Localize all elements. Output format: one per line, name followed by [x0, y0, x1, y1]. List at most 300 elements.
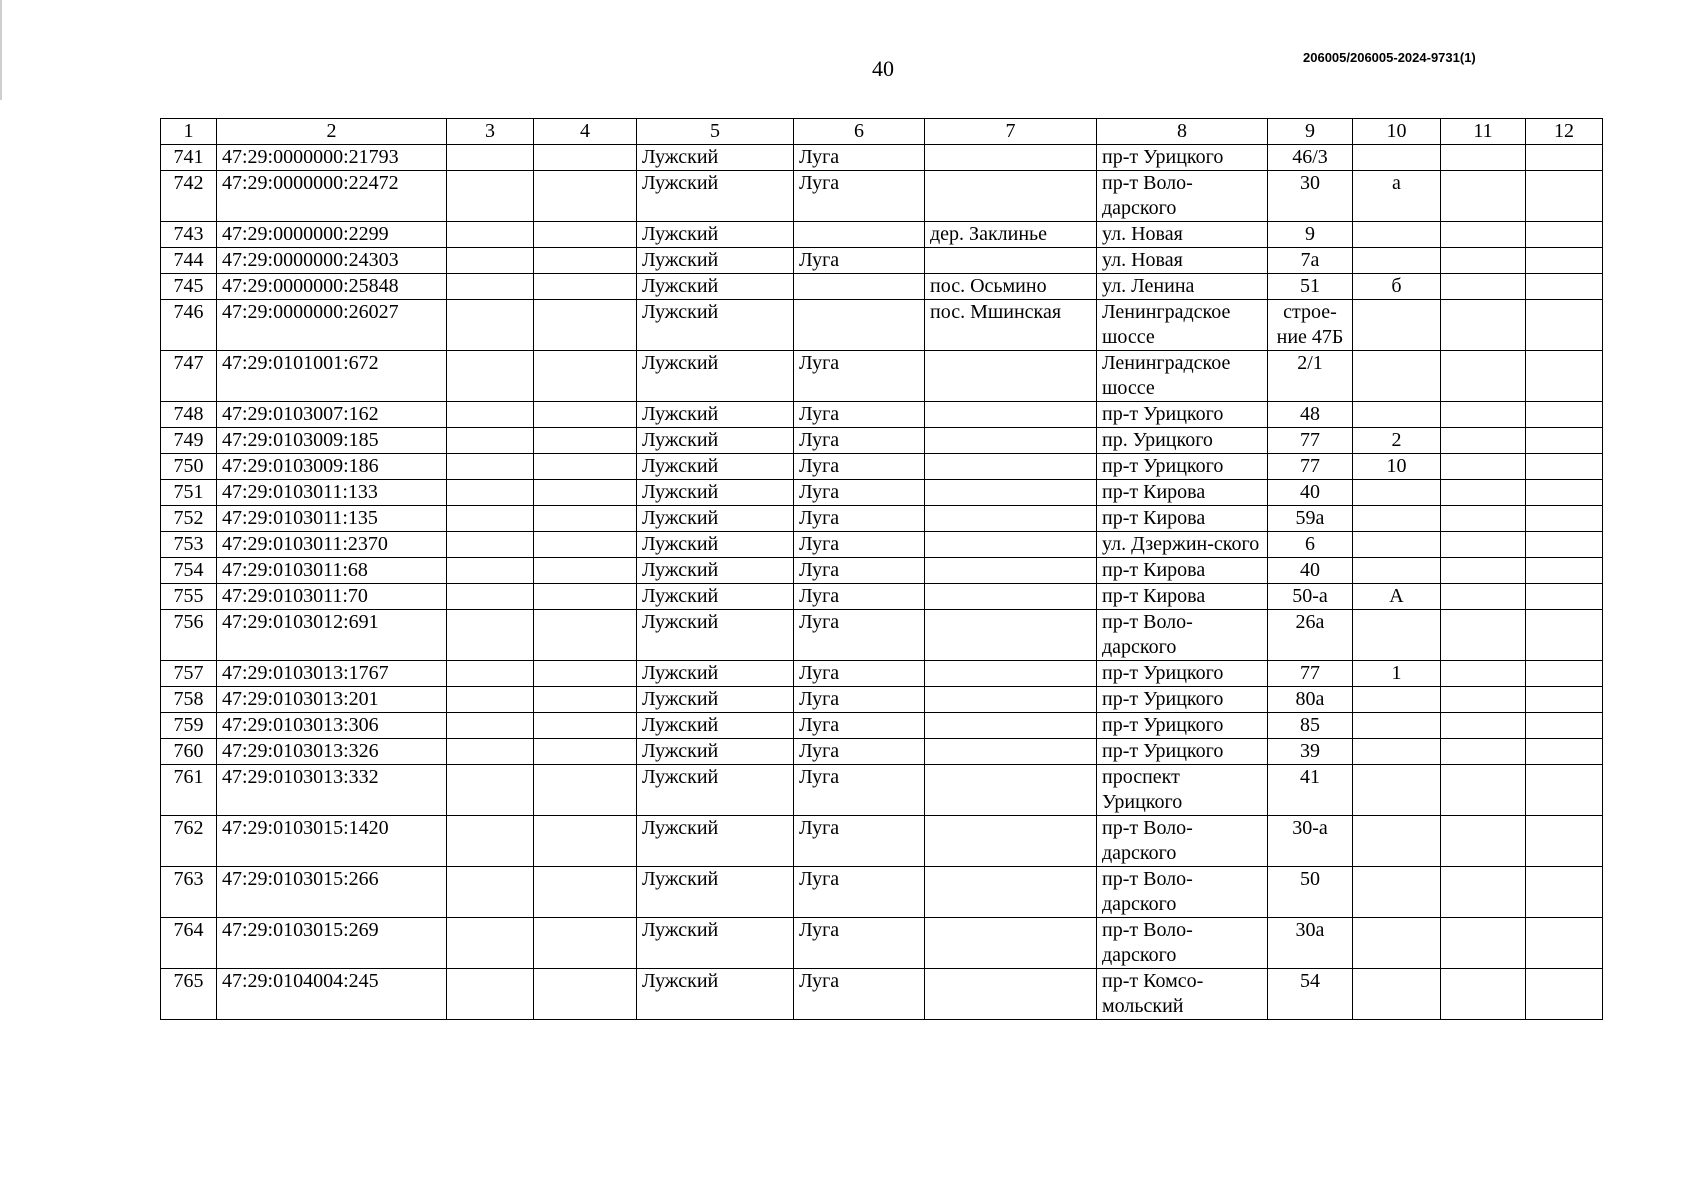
cell-col-3: [447, 222, 534, 248]
cell-col-5: Лужский: [637, 222, 794, 248]
cell-col-2: 47:29:0103009:185: [217, 428, 447, 454]
cell-col-9: 77: [1268, 454, 1353, 480]
cell-col-9: 40: [1268, 480, 1353, 506]
cell-col-2: 47:29:0101001:672: [217, 351, 447, 402]
cell-col-12: [1526, 351, 1603, 402]
cell-col-5: Лужский: [637, 739, 794, 765]
cell-col-4: [534, 248, 637, 274]
cell-col-11: [1441, 428, 1526, 454]
table-header: [161, 119, 1603, 145]
cell-col-10: [1353, 222, 1441, 248]
cell-col-10: [1353, 145, 1441, 171]
cell-col-1: 751: [161, 480, 217, 506]
cell-col-8: пр-т Урицкого: [1097, 713, 1268, 739]
table-row: [161, 480, 1603, 506]
cell-col-1: 747: [161, 351, 217, 402]
cell-col-7: [925, 506, 1097, 532]
cell-col-12: [1526, 532, 1603, 558]
cell-col-9: 77: [1268, 428, 1353, 454]
cell-col-3: [447, 145, 534, 171]
cell-col-4: [534, 558, 637, 584]
cell-col-10: [1353, 713, 1441, 739]
cell-col-2: 47:29:0103009:186: [217, 454, 447, 480]
cell-col-11: [1441, 739, 1526, 765]
cell-col-8: пр-т Урицкого: [1097, 661, 1268, 687]
cell-col-6: Луга: [794, 171, 925, 222]
cell-col-4: [534, 222, 637, 248]
cell-col-2: 47:29:0000000:26027: [217, 300, 447, 351]
cell-col-6: Луга: [794, 969, 925, 1020]
cell-col-7: [925, 969, 1097, 1020]
cell-col-10: [1353, 480, 1441, 506]
cell-col-3: [447, 739, 534, 765]
table-row: [161, 584, 1603, 610]
cell-col-2: 47:29:0000000:22472: [217, 171, 447, 222]
cell-col-7: [925, 402, 1097, 428]
cell-col-1: 758: [161, 687, 217, 713]
cell-col-8: Ленинградское шоссе: [1097, 300, 1268, 351]
cell-col-1: 764: [161, 918, 217, 969]
cell-col-7: [925, 532, 1097, 558]
cell-col-6: [794, 300, 925, 351]
table-row: [161, 765, 1603, 816]
cell-col-2: 47:29:0103007:162: [217, 402, 447, 428]
cell-col-8: пр-т Кирова: [1097, 558, 1268, 584]
cell-col-7: [925, 248, 1097, 274]
cell-col-7: [925, 171, 1097, 222]
cell-col-10: [1353, 969, 1441, 1020]
column-header-2: 2: [217, 119, 447, 145]
cell-col-11: [1441, 480, 1526, 506]
cell-col-12: [1526, 687, 1603, 713]
cell-col-11: [1441, 222, 1526, 248]
cell-col-9: 85: [1268, 713, 1353, 739]
table-row: [161, 969, 1603, 1020]
cell-col-9: 26а: [1268, 610, 1353, 661]
cell-col-12: [1526, 171, 1603, 222]
cell-col-3: [447, 918, 534, 969]
cell-col-11: [1441, 713, 1526, 739]
cell-col-9: 30а: [1268, 918, 1353, 969]
cell-col-7: [925, 454, 1097, 480]
cell-col-11: [1441, 402, 1526, 428]
cell-col-5: Лужский: [637, 532, 794, 558]
cell-col-12: [1526, 558, 1603, 584]
cell-col-6: Луга: [794, 765, 925, 816]
cell-col-11: [1441, 816, 1526, 867]
cell-col-8: пр-т Воло-дарского: [1097, 867, 1268, 918]
cell-col-3: [447, 713, 534, 739]
cell-col-3: [447, 610, 534, 661]
cell-col-3: [447, 867, 534, 918]
cell-col-1: 745: [161, 274, 217, 300]
cell-col-8: пр-т Урицкого: [1097, 739, 1268, 765]
cell-col-12: [1526, 661, 1603, 687]
cell-col-6: Луга: [794, 532, 925, 558]
cell-col-7: [925, 480, 1097, 506]
cell-col-8: пр-т Воло-дарского: [1097, 610, 1268, 661]
cell-col-1: 760: [161, 739, 217, 765]
cell-col-8: Ленинградское шоссе: [1097, 351, 1268, 402]
cell-col-11: [1441, 687, 1526, 713]
table-row: [161, 532, 1603, 558]
cell-col-6: Луга: [794, 558, 925, 584]
cell-col-1: 744: [161, 248, 217, 274]
cell-col-8: пр-т Урицкого: [1097, 145, 1268, 171]
cell-col-10: [1353, 248, 1441, 274]
cell-col-12: [1526, 918, 1603, 969]
cell-col-6: Луга: [794, 402, 925, 428]
cell-col-12: [1526, 222, 1603, 248]
cell-col-7: [925, 558, 1097, 584]
cell-col-6: Луга: [794, 713, 925, 739]
cell-col-4: [534, 480, 637, 506]
cell-col-12: [1526, 428, 1603, 454]
cell-col-11: [1441, 454, 1526, 480]
cell-col-1: 752: [161, 506, 217, 532]
cell-col-11: [1441, 969, 1526, 1020]
cell-col-8: пр-т Урицкого: [1097, 687, 1268, 713]
cell-col-5: Лужский: [637, 687, 794, 713]
cell-col-12: [1526, 274, 1603, 300]
cell-col-9: 7а: [1268, 248, 1353, 274]
table-row: [161, 610, 1603, 661]
cell-col-5: Лужский: [637, 558, 794, 584]
cell-col-8: пр-т Урицкого: [1097, 454, 1268, 480]
cell-col-5: Лужский: [637, 661, 794, 687]
cell-col-2: 47:29:0000000:24303: [217, 248, 447, 274]
cell-col-10: [1353, 351, 1441, 402]
cell-col-11: [1441, 661, 1526, 687]
scan-edge-mark: [0, 0, 2, 100]
cell-col-1: 741: [161, 145, 217, 171]
column-header-12: 12: [1526, 119, 1603, 145]
cell-col-9: 2/1: [1268, 351, 1353, 402]
cell-col-8: ул. Новая: [1097, 248, 1268, 274]
cell-col-8: пр-т Воло-дарского: [1097, 171, 1268, 222]
cell-col-12: [1526, 506, 1603, 532]
cell-col-12: [1526, 867, 1603, 918]
cell-col-10: А: [1353, 584, 1441, 610]
cell-col-2: 47:29:0103011:68: [217, 558, 447, 584]
table-row: [161, 918, 1603, 969]
table-row: [161, 454, 1603, 480]
cell-col-8: пр-т Воло-дарского: [1097, 918, 1268, 969]
document-code: 206005/206005-2024-9731(1): [1303, 50, 1476, 65]
cell-col-6: Луга: [794, 739, 925, 765]
cell-col-4: [534, 713, 637, 739]
cell-col-9: 30: [1268, 171, 1353, 222]
cell-col-5: Лужский: [637, 610, 794, 661]
table-row: [161, 171, 1603, 222]
table-body: [161, 145, 1603, 1020]
cell-col-10: а: [1353, 171, 1441, 222]
cell-col-2: 47:29:0103015:269: [217, 918, 447, 969]
table-row: [161, 300, 1603, 351]
cell-col-9: 46/3: [1268, 145, 1353, 171]
cell-col-12: [1526, 969, 1603, 1020]
cell-col-1: 743: [161, 222, 217, 248]
cell-col-3: [447, 300, 534, 351]
cell-col-3: [447, 402, 534, 428]
cell-col-5: Лужский: [637, 428, 794, 454]
cell-col-6: Луга: [794, 248, 925, 274]
cell-col-8: пр-т Кирова: [1097, 506, 1268, 532]
cell-col-2: 47:29:0000000:2299: [217, 222, 447, 248]
cell-col-5: Лужский: [637, 402, 794, 428]
registry-table: [160, 118, 1603, 1020]
cell-col-4: [534, 145, 637, 171]
cell-col-2: 47:29:0103013:1767: [217, 661, 447, 687]
cell-col-11: [1441, 610, 1526, 661]
cell-col-11: [1441, 918, 1526, 969]
cell-col-11: [1441, 558, 1526, 584]
cell-col-2: 47:29:0103013:332: [217, 765, 447, 816]
cell-col-3: [447, 765, 534, 816]
cell-col-3: [447, 532, 534, 558]
cell-col-9: 39: [1268, 739, 1353, 765]
cell-col-3: [447, 480, 534, 506]
cell-col-1: 761: [161, 765, 217, 816]
cell-col-10: б: [1353, 274, 1441, 300]
cell-col-9: 50: [1268, 867, 1353, 918]
cell-col-2: 47:29:0103011:135: [217, 506, 447, 532]
cell-col-1: 763: [161, 867, 217, 918]
table-row: [161, 222, 1603, 248]
cell-col-1: 749: [161, 428, 217, 454]
cell-col-3: [447, 506, 534, 532]
cell-col-7: [925, 145, 1097, 171]
cell-col-9: 80а: [1268, 687, 1353, 713]
cell-col-9: 9: [1268, 222, 1353, 248]
cell-col-2: 47:29:0103012:691: [217, 610, 447, 661]
cell-col-1: 762: [161, 816, 217, 867]
cell-col-2: 47:29:0000000:21793: [217, 145, 447, 171]
cell-col-3: [447, 584, 534, 610]
column-header-7: 7: [925, 119, 1097, 145]
table-row: [161, 713, 1603, 739]
cell-col-2: 47:29:0103011:2370: [217, 532, 447, 558]
cell-col-5: Лужский: [637, 765, 794, 816]
cell-col-11: [1441, 867, 1526, 918]
cell-col-5: Лужский: [637, 248, 794, 274]
cell-col-1: 753: [161, 532, 217, 558]
cell-col-10: [1353, 867, 1441, 918]
cell-col-10: 10: [1353, 454, 1441, 480]
cell-col-11: [1441, 300, 1526, 351]
cell-col-7: пос. Мшинская: [925, 300, 1097, 351]
cell-col-3: [447, 428, 534, 454]
table-row: [161, 274, 1603, 300]
cell-col-4: [534, 274, 637, 300]
cell-col-2: 47:29:0104004:245: [217, 969, 447, 1020]
cell-col-7: [925, 739, 1097, 765]
cell-col-7: [925, 765, 1097, 816]
cell-col-4: [534, 532, 637, 558]
cell-col-9: 51: [1268, 274, 1353, 300]
table-row: [161, 558, 1603, 584]
table-row: [161, 248, 1603, 274]
cell-col-7: пос. Осьмино: [925, 274, 1097, 300]
cell-col-7: [925, 918, 1097, 969]
cell-col-10: [1353, 687, 1441, 713]
cell-col-9: 6: [1268, 532, 1353, 558]
cell-col-7: [925, 584, 1097, 610]
cell-col-3: [447, 687, 534, 713]
cell-col-1: 755: [161, 584, 217, 610]
cell-col-10: [1353, 402, 1441, 428]
cell-col-2: 47:29:0103011:70: [217, 584, 447, 610]
column-header-10: 10: [1353, 119, 1441, 145]
cell-col-12: [1526, 584, 1603, 610]
cell-col-5: Лужский: [637, 480, 794, 506]
table-row: [161, 661, 1603, 687]
cell-col-12: [1526, 816, 1603, 867]
cell-col-10: [1353, 532, 1441, 558]
cell-col-10: [1353, 506, 1441, 532]
cell-col-10: [1353, 300, 1441, 351]
cell-col-8: пр. Урицкого: [1097, 428, 1268, 454]
cell-col-4: [534, 351, 637, 402]
cell-col-6: Луга: [794, 867, 925, 918]
cell-col-6: Луга: [794, 480, 925, 506]
table-row: [161, 402, 1603, 428]
cell-col-10: [1353, 765, 1441, 816]
cell-col-12: [1526, 480, 1603, 506]
cell-col-1: 756: [161, 610, 217, 661]
table-row: [161, 739, 1603, 765]
cell-col-4: [534, 402, 637, 428]
column-header-1: 1: [161, 119, 217, 145]
table-row: [161, 867, 1603, 918]
cell-col-10: 1: [1353, 661, 1441, 687]
cell-col-6: Луга: [794, 454, 925, 480]
cell-col-5: Лужский: [637, 351, 794, 402]
column-header-3: 3: [447, 119, 534, 145]
cell-col-12: [1526, 610, 1603, 661]
cell-col-9: 30-а: [1268, 816, 1353, 867]
cell-col-11: [1441, 351, 1526, 402]
cell-col-4: [534, 969, 637, 1020]
cell-col-2: 47:29:0103013:201: [217, 687, 447, 713]
cell-col-5: Лужский: [637, 454, 794, 480]
cell-col-6: [794, 222, 925, 248]
cell-col-4: [534, 765, 637, 816]
cell-col-12: [1526, 454, 1603, 480]
cell-col-8: ул. Ленина: [1097, 274, 1268, 300]
column-header-9: 9: [1268, 119, 1353, 145]
cell-col-9: строе-ние 47Б: [1268, 300, 1353, 351]
cell-col-7: [925, 713, 1097, 739]
cell-col-4: [534, 610, 637, 661]
cell-col-7: [925, 867, 1097, 918]
cell-col-12: [1526, 300, 1603, 351]
table-row: [161, 351, 1603, 402]
cell-col-10: [1353, 739, 1441, 765]
cell-col-2: 47:29:0103013:326: [217, 739, 447, 765]
cell-col-12: [1526, 713, 1603, 739]
cell-col-11: [1441, 765, 1526, 816]
cell-col-5: Лужский: [637, 816, 794, 867]
cell-col-9: 59а: [1268, 506, 1353, 532]
header-row: [161, 119, 1603, 145]
cell-col-7: [925, 687, 1097, 713]
cell-col-5: Лужский: [637, 713, 794, 739]
cell-col-3: [447, 248, 534, 274]
cell-col-8: пр-т Урицкого: [1097, 402, 1268, 428]
cell-col-12: [1526, 765, 1603, 816]
cell-col-5: Лужский: [637, 171, 794, 222]
cell-col-8: ул. Новая: [1097, 222, 1268, 248]
cell-col-5: Лужский: [637, 584, 794, 610]
cell-col-11: [1441, 274, 1526, 300]
cell-col-3: [447, 351, 534, 402]
cell-col-8: пр-т Комсо-мольский: [1097, 969, 1268, 1020]
table-row: [161, 816, 1603, 867]
cell-col-4: [534, 739, 637, 765]
cell-col-1: 748: [161, 402, 217, 428]
cell-col-1: 750: [161, 454, 217, 480]
cell-col-10: 2: [1353, 428, 1441, 454]
cell-col-6: Луга: [794, 687, 925, 713]
cell-col-8: пр-т Кирова: [1097, 584, 1268, 610]
cell-col-3: [447, 558, 534, 584]
cell-col-7: [925, 428, 1097, 454]
cell-col-1: 754: [161, 558, 217, 584]
cell-col-3: [447, 816, 534, 867]
cell-col-9: 50-а: [1268, 584, 1353, 610]
cell-col-6: Луга: [794, 506, 925, 532]
cell-col-5: Лужский: [637, 274, 794, 300]
cell-col-3: [447, 274, 534, 300]
column-header-8: 8: [1097, 119, 1268, 145]
column-header-11: 11: [1441, 119, 1526, 145]
cell-col-6: Луга: [794, 918, 925, 969]
cell-col-6: Луга: [794, 351, 925, 402]
cell-col-3: [447, 661, 534, 687]
cell-col-6: Луга: [794, 661, 925, 687]
table-row: [161, 506, 1603, 532]
cell-col-6: Луга: [794, 816, 925, 867]
cell-col-12: [1526, 145, 1603, 171]
cell-col-5: Лужский: [637, 506, 794, 532]
cell-col-4: [534, 506, 637, 532]
cell-col-1: 742: [161, 171, 217, 222]
cell-col-3: [447, 969, 534, 1020]
cell-col-8: проспект Урицкого: [1097, 765, 1268, 816]
table-row: [161, 145, 1603, 171]
cell-col-11: [1441, 584, 1526, 610]
cell-col-4: [534, 661, 637, 687]
page-number: 40: [872, 56, 894, 81]
cell-col-5: Лужский: [637, 867, 794, 918]
cell-col-3: [447, 454, 534, 480]
cell-col-1: 765: [161, 969, 217, 1020]
cell-col-5: Лужский: [637, 969, 794, 1020]
cell-col-6: Луга: [794, 610, 925, 661]
cell-col-2: 47:29:0103015:266: [217, 867, 447, 918]
cell-col-5: Лужский: [637, 300, 794, 351]
cell-col-11: [1441, 506, 1526, 532]
cell-col-9: 41: [1268, 765, 1353, 816]
cell-col-10: [1353, 918, 1441, 969]
cell-col-11: [1441, 171, 1526, 222]
cell-col-4: [534, 867, 637, 918]
cell-col-7: [925, 351, 1097, 402]
cell-col-12: [1526, 402, 1603, 428]
table-row: [161, 428, 1603, 454]
cell-col-8: пр-т Кирова: [1097, 480, 1268, 506]
